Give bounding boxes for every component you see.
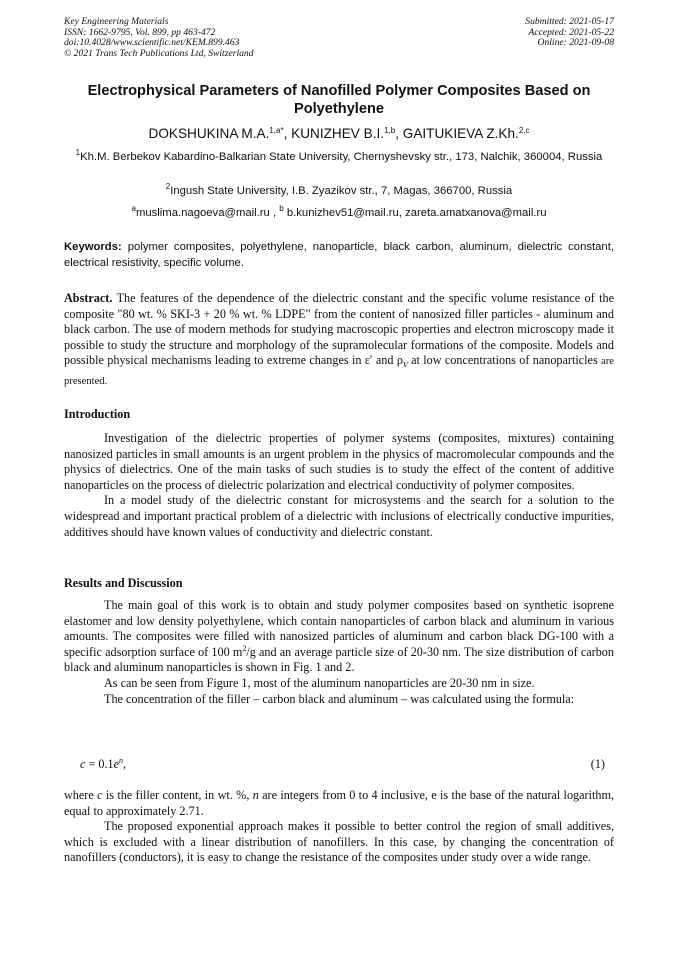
online-date: Online: 2021-09-08 <box>537 37 614 49</box>
formula-exponent: n <box>119 756 124 765</box>
journal-header <box>64 17 254 59</box>
journal-name: Key Engineering Materials <box>64 16 169 27</box>
keywords-text: polymer composites, polyethylene, nanoparticle, black carbon, aluminum, dielectric constant, electrical resistivity, specific volume. <box>64 241 614 269</box>
keywords <box>64 240 614 271</box>
email-a-marker: a <box>131 204 136 213</box>
author-emails <box>64 206 614 222</box>
results-p4-b: is the filler content, in wt. %, <box>102 788 253 802</box>
author-1: DOKSHUKINA M.A. <box>148 126 270 141</box>
results-paragraph-4 <box>64 788 614 819</box>
author-2-affil: 1,b <box>384 126 396 135</box>
introduction-body <box>64 431 614 540</box>
submission-dates <box>525 17 614 49</box>
results-paragraph-3: The concentration of the filler – carbon black and aluminum – was calculated using the formula: <box>104 691 575 706</box>
results-p4-a: where <box>64 788 98 802</box>
journal-doi: doi:10.4028/www.scientific.net/KEM.899.463 <box>64 37 240 49</box>
author-list <box>64 125 614 142</box>
results-p1-b: /g and an average particle size of 20-30 nm. The size distribution of carbon black and aluminum nanoparticles is shown in Fig. 1 and 2. <box>64 644 614 675</box>
author-3-affil: 2,c <box>518 126 530 135</box>
results-paragraph-1 <box>64 598 614 676</box>
results-p4-c: c <box>97 788 103 802</box>
submitted-date: Submitted: 2021-05-17 <box>525 16 614 27</box>
introduction-paragraph-2: In a model study of the dielectric constant for microsystems and the search for a solution to the widespread and important practical problem of a dielectric with inclusions of electrically conductive impurities, additives should have known values of conductivity and dielectric constant. <box>64 493 614 539</box>
abstract-label: Abstract. <box>64 291 113 305</box>
affiliation-2-marker: 2 <box>165 182 171 191</box>
author-2: , KUNIZHEV B.I. <box>283 126 385 141</box>
equation-1 <box>80 757 605 772</box>
keywords-label: Keywords: <box>64 241 122 253</box>
journal-copyright: © 2021 Trans Tech Publications Ltd, Switzerland <box>64 47 254 59</box>
results-p4-n: n <box>252 788 259 802</box>
formula-middle: = 0.1 <box>85 757 114 771</box>
paper-title: Electrophysical Parameters of Nanofilled Polymer Composites Based on Polyethylene <box>87 83 591 117</box>
accepted-date: Accepted: 2021-05-22 <box>528 26 614 38</box>
introduction-paragraph-1: Investigation of the dielectric properties of polymer systems (composites, mixtures) containing nanosized particles in small amounts is an urgent problem in the physics of macromolecular compounds and the physics of dielectrics. One of the main tasks of such studies is to study the effect of the content of additive nanoparticles on the process of dielectric polarization and electrical conductivity of polymer composites. <box>64 431 614 492</box>
author-3: , GAITUKIEVA Z.Kh. <box>395 126 519 141</box>
formula-e: e <box>113 757 120 771</box>
results-heading: Results and Discussion <box>64 576 183 590</box>
equation-number: (1) <box>590 757 605 771</box>
affiliation-1 <box>64 150 614 166</box>
introduction-heading: Introduction <box>64 407 131 421</box>
affiliation-2-text: Ingush State University, I.B. Zyazikov str., 7, Magas, 366700, Russia <box>170 185 513 197</box>
results-paragraph-2: As can be seen from Figure 1, most of the aluminum nanoparticles are 20-30 nm in size. <box>104 675 535 690</box>
abstract-text: The features of the dependence of the dielectric constant and the specific volume resistance of the composite "80 wt. % SKI-3 + 20 % wt. % LDPE" from the content of nanosized filler particles - aluminum and black carbon. The use of modern methods for studying macroscopic properties and electron microscopy made it possible to study the structure and morphology of the supramolecular formations of the composite. Models and possible physical mechanisms leading to extreme changes in ε′ and ρ <box>64 291 614 368</box>
results-body <box>64 598 614 707</box>
formula-end: , <box>123 757 127 771</box>
email-a[interactable]: muslima.nagoeva@mail.ru , <box>135 207 280 219</box>
results-paragraph-5: The proposed exponential approach makes it possible to better control the region of small additives, which is excluded with a linear distribution of nanofillers. In this case, by changing the concentration of nanofillers (conductors), it is easy to change the resistance of the composites under study over a wide range. <box>64 819 614 865</box>
email-b-marker: b <box>279 204 284 213</box>
results-p1-superscript: 2 <box>242 643 247 653</box>
abstract <box>64 291 614 390</box>
abstract-rho-subscript: V <box>402 360 408 370</box>
affiliation-1-text: Kh.M. Berbekov Kabardino-Balkarian State University, Chernyshevsky str., 173, Nalchik, 360004, Russia <box>80 151 603 163</box>
affiliation-2 <box>64 184 614 200</box>
abstract-text-end: at low concentrations of nanoparticles <box>407 353 602 368</box>
author-1-affil: 1,a* <box>269 126 284 135</box>
journal-issn: ISSN: 1662-9795, Vol. 899, pp 463-472 <box>64 26 216 38</box>
abstract-text-small: are presented. <box>64 356 614 388</box>
results-body-continued <box>64 788 614 866</box>
results-p4-c2: are integers from 0 to 4 inclusive, e is the base of the natural logarithm, equal to approximately 2.71. <box>64 788 614 818</box>
affiliation-1-marker: 1 <box>75 148 81 157</box>
results-p1-a: The main goal of this work is to obtain and study polymer composites based on synthetic isoprene elastomer and low density polyethylene, which contain nanoparticles of carbon black and aluminum in various amounts. The composites were filled with nanosized particles of aluminum and carbon black DG-100 with a specific adsorption surface of 100 m <box>64 598 614 659</box>
formula-variable-c: c <box>80 757 86 771</box>
email-b[interactable]: b.kunizhev51@mail.ru, zareta.amatxanova@mail.ru <box>283 207 547 219</box>
